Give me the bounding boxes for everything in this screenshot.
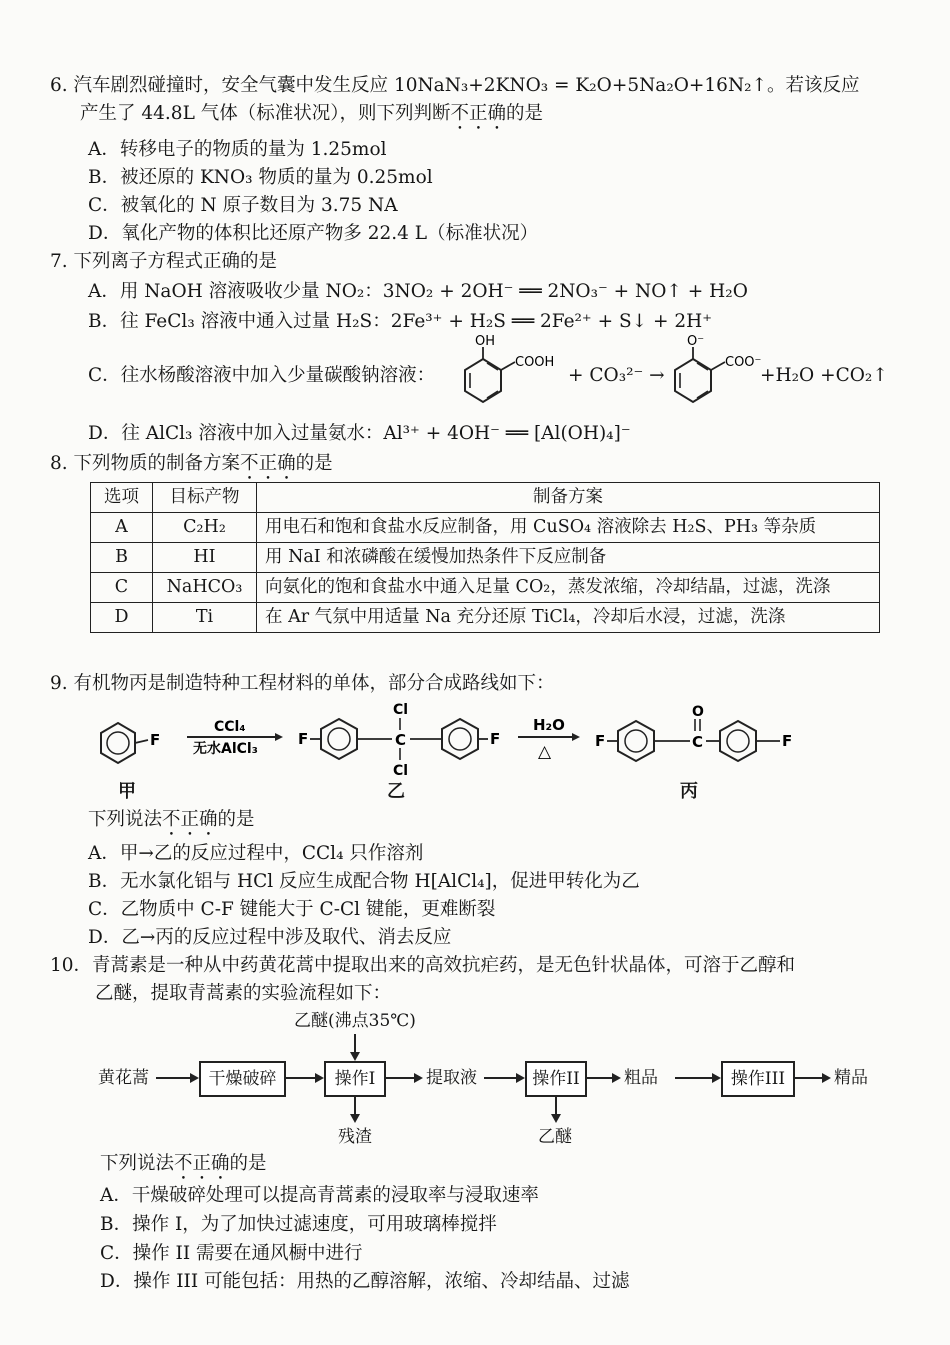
q10-number: 10．: [50, 955, 93, 976]
row-plan: 用 NaI 和浓磷酸在缓慢加热条件下反应制备: [257, 543, 880, 573]
header-option: 选项: [91, 483, 153, 513]
row-product: NaHCO₃: [153, 573, 257, 603]
flow-crude: 粗品: [624, 1068, 658, 1088]
q10-stem-line2: 乙醚，提取青蒿素的实验流程如下：: [95, 983, 392, 1004]
q6-option-a: A．转移电子的物质的量为 1.25mol: [88, 139, 387, 160]
q10-option-a: A．干燥破碎处理可以提高青蒿素的浸取率与浸取速率: [100, 1185, 539, 1206]
svg-text:F: F: [298, 730, 309, 748]
q10-stem-line1: 10．青蒿素是一种从中药黄花蒿中提取出来的高效抗疟药，是无色针状晶体，可溶于乙醇和: [50, 955, 796, 976]
q6-number: 6.: [50, 75, 68, 96]
row-option: C: [91, 573, 153, 603]
q9-stem: 9. 有机物丙是制造特种工程材料的单体，部分合成路线如下：: [50, 673, 555, 694]
q7-stem: 7. 下列离子方程式正确的是: [50, 251, 278, 272]
row-product: Ti: [153, 603, 257, 633]
q6-equation: 10NaN₃+2KNO₃ = K₂O+5Na₂O+16N₂↑: [393, 75, 768, 96]
flow-start: 黄花蒿: [98, 1068, 149, 1088]
q9-option-b: B．无水氯化铝与 HCl 反应生成配合物 H[AlCl₄]，促进甲转化为乙: [88, 871, 640, 892]
q9-option-a: A．甲→乙的反应过程中，CCl₄ 只作溶剂: [88, 843, 424, 864]
row-plan: 用电石和饱和食盐水反应制备，用 CuSO₄ 溶液除去 H₂S、PH₃ 等杂质: [257, 513, 880, 543]
svg-text:F: F: [595, 732, 606, 750]
cooh-label: COOH: [515, 355, 555, 370]
q6-stem-line1: 6. 汽车剧烈碰撞时，安全气囊中发生反应 10NaN₃+2KNO₃ = K₂O+5Na₂O+16N₂↑。若该反应: [50, 75, 860, 96]
q7-option-c-end: +H₂O +CO₂↑: [760, 365, 888, 386]
q6-option-b: B．被还原的 KNO₃ 物质的量为 0.25mol: [88, 167, 433, 188]
row-product: HI: [153, 543, 257, 573]
flow-solvent: 乙醚(沸点35℃): [294, 1011, 416, 1031]
svg-text:CCl₄: CCl₄: [214, 719, 246, 735]
q8-number: 8.: [50, 453, 68, 474]
svg-text:C: C: [395, 731, 407, 749]
q9-number: 9.: [50, 673, 68, 694]
oh-label: OH: [475, 334, 496, 349]
q6-option-d: D．氧化产物的体积比还原产物多 22.4 L（标准状况）: [88, 223, 539, 244]
q6-emphasis: 不正确: [450, 103, 507, 124]
row-option: B: [91, 543, 153, 573]
q7-option-c-text: C．往水杨酸溶液中加入少量碳酸钠溶液：: [88, 365, 436, 386]
flow-extract: 提取液: [426, 1068, 477, 1088]
svg-text:F: F: [490, 730, 501, 748]
q9-sub-stem: 下列说法不正确的是: [88, 809, 255, 830]
row-option: A: [91, 513, 153, 543]
flow-box-operation-1: 操作I: [324, 1061, 386, 1097]
o-minus-label: O⁻: [687, 334, 705, 349]
q10-option-b: B．操作 I，为了加快过滤速度，可用玻璃棒搅拌: [100, 1214, 497, 1235]
q8-emphasis: 不正确: [240, 453, 296, 474]
f-atom-label: F: [150, 731, 161, 749]
flow-end: 精品: [834, 1068, 868, 1088]
header-product: 目标产物: [153, 483, 257, 513]
q10-sub-stem: 下列说法不正确的是: [100, 1153, 267, 1174]
svg-text:C: C: [692, 733, 704, 751]
svg-text:Cl: Cl: [393, 702, 409, 718]
q10-emphasis: 不正确: [174, 1153, 230, 1174]
compound-label-bing: 丙: [680, 781, 698, 802]
compound-label-yi: 乙: [387, 781, 405, 802]
q8-stem: 8. 下列物质的制备方案不正确的是: [50, 453, 333, 474]
svg-text:△: △: [538, 742, 552, 762]
q7-number: 7.: [50, 251, 68, 272]
header-plan: 制备方案: [257, 483, 880, 513]
q9-option-d: D．乙→丙的反应过程中涉及取代、消去反应: [88, 927, 452, 948]
q6-stem-line2: 产生了 44.8L 气体（标准状况），则下列判断不正确的是: [80, 103, 544, 124]
flow-box-operation-3: 操作III: [721, 1061, 795, 1097]
q9-option-c: C．乙物质中 C-F 键能大于 C-Cl 键能，更难断裂: [88, 899, 496, 920]
compound-label-jia: 甲: [118, 781, 136, 802]
svg-text:F: F: [782, 732, 793, 750]
row-option: D: [91, 603, 153, 633]
coo-minus-label: COO⁻: [725, 355, 762, 370]
q6-option-c: C．被氧化的 N 原子数目为 3.75 NA: [88, 195, 398, 216]
svg-text:无水AlCl₃: 无水AlCl₃: [193, 741, 258, 757]
q7-option-d: D．往 AlCl₃ 溶液中加入过量氨水：Al³⁺ + 4OH⁻ ══ [Al(OH)₄]⁻: [88, 423, 631, 444]
q7-option-b: B．往 FeCl₃ 溶液中通入过量 H₂S：2Fe³⁺ + H₂S ══ 2Fe²⁺ + S↓ + 2H⁺: [88, 311, 713, 332]
row-plan: 在 Ar 气氛中用适量 Na 充分还原 TiCl₄，冷却后水浸，过滤，洗涤: [257, 603, 880, 633]
q10-option-d: D．操作 III 可能包括：用热的乙醇溶解，浓缩、冷却结晶、过滤: [100, 1271, 630, 1292]
flow-ether: 乙醚: [538, 1127, 572, 1147]
q10-option-c: C．操作 II 需要在通风橱中进行: [100, 1243, 363, 1264]
svg-text:O: O: [692, 704, 704, 720]
row-plan: 向氨化的饱和食盐水中通入足量 CO₂，蒸发浓缩，冷却结晶，过滤，洗涤: [257, 573, 880, 603]
q7-option-a: A．用 NaOH 溶液吸收少量 NO₂：3NO₂ + 2OH⁻ ══ 2NO₃⁻ + NO↑ + H₂O: [88, 281, 748, 302]
svg-text:Cl: Cl: [393, 763, 409, 779]
q7-option-c-mid: + CO₃²⁻ →: [568, 365, 665, 386]
flow-residue: 残渣: [338, 1127, 372, 1147]
row-product: C₂H₂: [153, 513, 257, 543]
svg-text:H₂O: H₂O: [533, 716, 565, 734]
q9-emphasis: 不正确: [162, 809, 218, 830]
flow-box-operation-2: 操作II: [525, 1061, 587, 1097]
flow-box-dry-crush: 干燥破碎: [199, 1061, 286, 1097]
